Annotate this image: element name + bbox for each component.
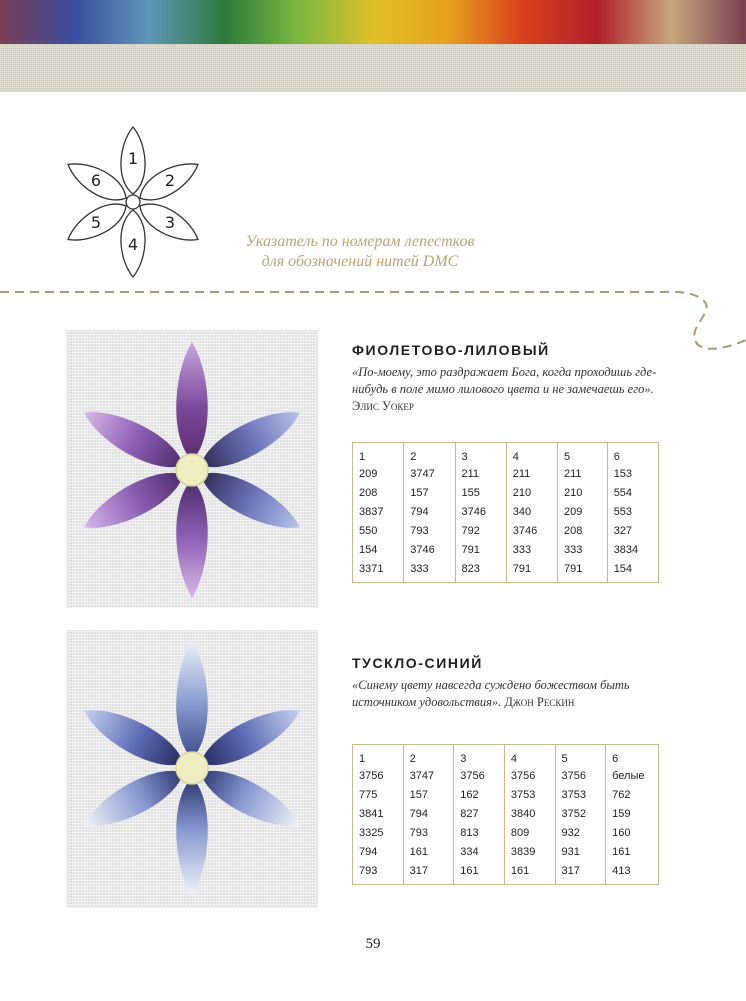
blue-petal	[193, 759, 307, 839]
table-header-cell: 4	[506, 443, 557, 465]
table-cell: 159	[606, 804, 659, 823]
table-cell: 162	[454, 785, 505, 804]
table-row	[353, 464, 659, 483]
table-cell: 3747	[403, 766, 454, 785]
section-title-blue: ТУСКЛО-СИНИЙ	[352, 655, 483, 671]
thread-swatch	[224, 0, 299, 44]
table-cell: 209	[558, 502, 608, 521]
table-cell: 160	[606, 823, 659, 842]
petal-number-2: 2	[164, 171, 176, 190]
violet-petal	[77, 399, 191, 479]
table-header-cell: 2	[403, 745, 454, 767]
page-number: 59	[365, 936, 381, 952]
thread-banner	[0, 0, 746, 44]
dmc-table-blue	[352, 744, 659, 885]
quote-blue	[352, 677, 672, 711]
table-cell: 775	[353, 785, 404, 804]
table-cell: 792	[455, 521, 506, 540]
table-row	[353, 861, 659, 885]
thread-swatch	[373, 0, 448, 44]
flower-center	[176, 752, 208, 784]
quote-violet	[352, 364, 672, 415]
table-header-cell: 5	[558, 443, 608, 465]
table-cell: 809	[504, 823, 555, 842]
table-cell: 3834	[607, 540, 658, 559]
table-cell: 155	[455, 483, 506, 502]
table-cell: 931	[555, 842, 606, 861]
table-cell: 793	[353, 861, 404, 885]
table-header-cell: 3	[454, 745, 505, 767]
dmc-table-violet	[352, 442, 659, 583]
table-cell: 762	[606, 785, 659, 804]
table-header-cell: 1	[353, 443, 404, 465]
thread-swatch	[0, 0, 75, 44]
table-cell: 3371	[353, 559, 404, 583]
table-cell: 3753	[504, 785, 555, 804]
diagram-caption-line: для обозначений нитей DMC	[261, 253, 459, 270]
table-row	[353, 502, 659, 521]
table-cell: 553	[607, 502, 658, 521]
table-cell: 3756	[555, 766, 606, 785]
table-header-cell: 3	[455, 443, 506, 465]
table-cell: 317	[555, 861, 606, 885]
table-cell: 211	[455, 464, 506, 483]
table-cell: 333	[506, 540, 557, 559]
table-cell: 161	[454, 861, 505, 885]
violet-petal	[77, 461, 191, 541]
embroidery-photo-violet	[66, 330, 318, 608]
table-cell: 791	[455, 540, 506, 559]
table-cell: 333	[404, 559, 455, 583]
table-cell: 3746	[404, 540, 455, 559]
table-header-cell: 5	[555, 745, 606, 767]
petal-number-6: 6	[90, 171, 102, 190]
table-cell: 791	[506, 559, 557, 583]
table-row	[353, 483, 659, 502]
quote-author: Элис Уокер	[352, 399, 414, 413]
diagram-caption	[200, 232, 520, 272]
table-cell: 3325	[353, 823, 404, 842]
table-cell: 3839	[504, 842, 555, 861]
table-cell: 3756	[504, 766, 555, 785]
table-row	[353, 804, 659, 823]
table-cell: 208	[353, 483, 404, 502]
embroidery-photo-blue	[66, 630, 318, 908]
blue-petal	[176, 778, 208, 896]
table-cell: 161	[606, 842, 659, 861]
table-cell: 794	[404, 502, 455, 521]
table-cell: 157	[403, 785, 454, 804]
table-row	[353, 559, 659, 583]
table-cell: 3841	[353, 804, 404, 823]
table-cell: 3840	[504, 804, 555, 823]
quote-text: «По-моему, это раздражает Бога, когда проходишь где-нибудь в поле мимо лилового цвета и не замечаешь его».	[352, 365, 657, 396]
table-cell: 3753	[555, 785, 606, 804]
table-header-row	[353, 443, 659, 465]
table-cell: 3746	[506, 521, 557, 540]
violet-petal	[176, 342, 208, 460]
petal-number-1: 1	[127, 149, 139, 168]
table-cell: 3756	[454, 766, 505, 785]
table-cell: 210	[558, 483, 608, 502]
table-cell: белые	[606, 766, 659, 785]
table-header-row	[353, 745, 659, 767]
violet-petal	[176, 480, 208, 598]
table-cell: 161	[504, 861, 555, 885]
blue-petal	[176, 640, 208, 758]
table-cell: 157	[404, 483, 455, 502]
table-row	[353, 521, 659, 540]
thread-swatch	[597, 0, 672, 44]
table-cell: 154	[353, 540, 404, 559]
table-row	[353, 766, 659, 785]
violet-petal	[193, 399, 307, 479]
table-cell: 317	[403, 861, 454, 885]
table-header-cell: 6	[606, 745, 659, 767]
table-cell: 333	[558, 540, 608, 559]
table-cell: 3752	[555, 804, 606, 823]
table-cell: 793	[403, 823, 454, 842]
table-cell: 550	[353, 521, 404, 540]
table-header-cell: 2	[404, 443, 455, 465]
table-row	[353, 823, 659, 842]
blue-petal	[77, 759, 191, 839]
table-cell: 211	[558, 464, 608, 483]
table-cell: 209	[353, 464, 404, 483]
table-cell: 3747	[404, 464, 455, 483]
table-row	[353, 842, 659, 861]
table-cell: 793	[404, 521, 455, 540]
thread-swatch	[671, 0, 746, 44]
table-cell: 3746	[455, 502, 506, 521]
table-cell: 161	[403, 842, 454, 861]
table-row	[353, 785, 659, 804]
table-cell: 334	[454, 842, 505, 861]
table-cell: 932	[555, 823, 606, 842]
quote-text: «Синему цвету навсегда суждено божеством быть источником удовольствия».	[352, 678, 630, 709]
blue-petal	[193, 697, 307, 777]
petal-number-5: 5	[90, 213, 102, 232]
blue-petal	[77, 697, 191, 777]
table-header-cell: 6	[607, 443, 658, 465]
table-cell: 413	[606, 861, 659, 885]
table-cell: 327	[607, 521, 658, 540]
table-cell: 823	[455, 559, 506, 583]
table-cell: 154	[607, 559, 658, 583]
table-cell: 340	[506, 502, 557, 521]
petal-diagram	[60, 120, 210, 285]
flower-center	[126, 195, 140, 209]
table-cell: 791	[558, 559, 608, 583]
linen-band	[0, 44, 746, 92]
table-cell: 153	[607, 464, 658, 483]
violet-flower-image	[66, 330, 318, 608]
table-cell: 211	[506, 464, 557, 483]
table-cell: 794	[403, 804, 454, 823]
thread-swatch	[75, 0, 150, 44]
table-cell: 210	[506, 483, 557, 502]
petal-number-3: 3	[164, 213, 176, 232]
table-cell: 827	[454, 804, 505, 823]
thread-swatch	[448, 0, 523, 44]
petal-number-4: 4	[127, 235, 139, 254]
thread-swatch	[149, 0, 224, 44]
table-header-cell: 1	[353, 745, 404, 767]
table-cell: 794	[353, 842, 404, 861]
table-cell: 813	[454, 823, 505, 842]
thread-swatch	[298, 0, 373, 44]
table-cell: 208	[558, 521, 608, 540]
section-title-violet: ФИОЛЕТОВО-ЛИЛОВЫЙ	[352, 342, 550, 358]
table-header-cell: 4	[504, 745, 555, 767]
diagram-caption-line: Указатель по номерам лепестков	[245, 233, 475, 250]
table-cell: 3837	[353, 502, 404, 521]
table-cell: 554	[607, 483, 658, 502]
quote-author: Джон Рескин	[504, 695, 575, 709]
blue-flower-image	[66, 630, 318, 908]
violet-petal	[193, 461, 307, 541]
table-row	[353, 540, 659, 559]
flower-center	[176, 454, 208, 486]
petal-diagram-svg	[60, 120, 210, 285]
table-cell: 3756	[353, 766, 404, 785]
thread-swatch	[522, 0, 597, 44]
